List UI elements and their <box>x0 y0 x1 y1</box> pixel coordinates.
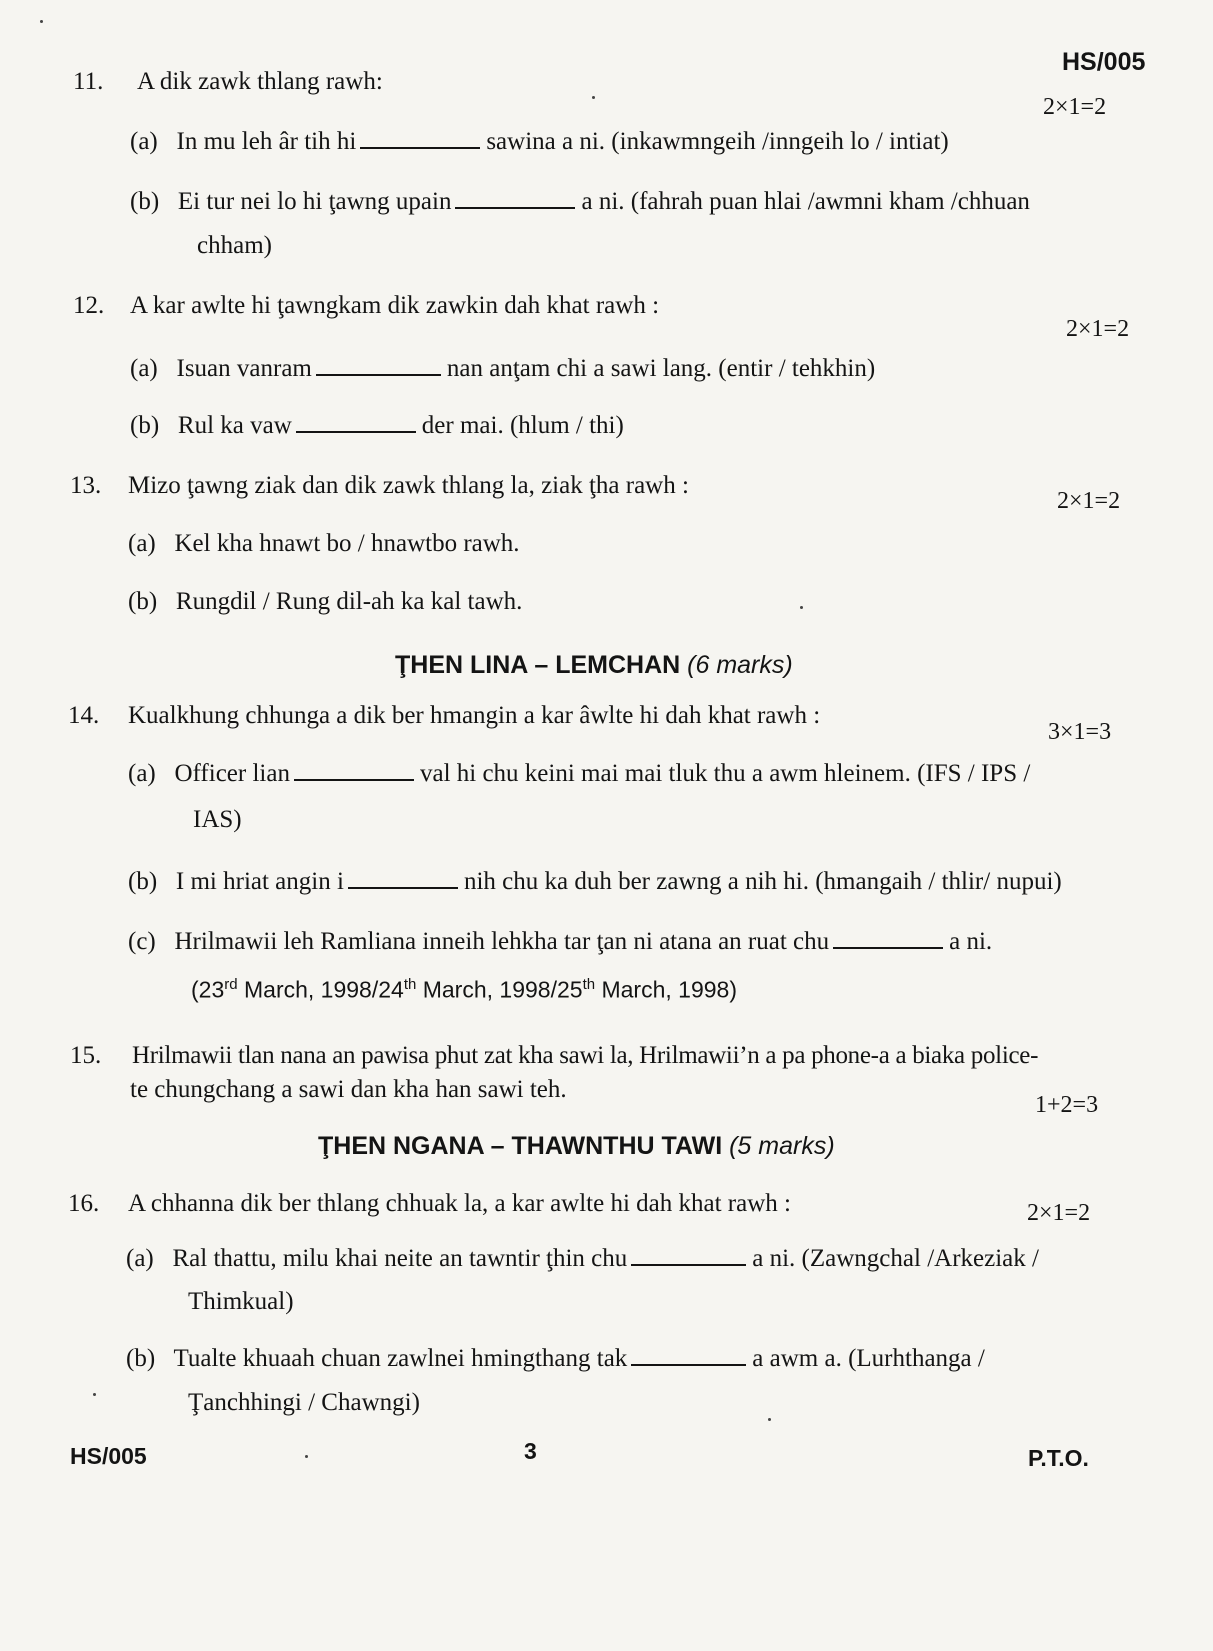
marks-allocation: 2×1=2 <box>1043 94 1107 120</box>
question-number: 16. <box>68 1190 100 1217</box>
option-text-before-blank: Ei tur nei lo hi ţawng upain <box>177 188 452 215</box>
option-a <box>126 1245 1039 1273</box>
option-text-after-blank: a ni. <box>949 928 993 955</box>
option-label: (b) <box>128 868 158 895</box>
paper-code-top: HS/005 <box>1062 48 1146 76</box>
ordinal-suffix: rd <box>224 976 238 993</box>
option-text: Kel kha hnawt bo / hnawtbo rawh. <box>174 530 520 557</box>
option-text-before-blank: I mi hriat angin i <box>175 868 344 895</box>
section-marks: (5 marks) <box>729 1132 835 1160</box>
scan-speck <box>592 96 595 99</box>
ordinal-suffix: th <box>403 976 417 993</box>
section-marks: (6 marks) <box>687 651 793 679</box>
option-continuation: Thimkual) <box>188 1288 294 1315</box>
option-a <box>128 530 520 558</box>
option-c <box>128 928 992 956</box>
fill-blank <box>316 356 441 376</box>
question-text: Hrilmawii tlan nana an pawisa phut zat kha sawi la, Hrilmawii’n a pa phone-a a biaka police- <box>132 1042 1039 1069</box>
question-number: 13. <box>70 472 102 499</box>
fill-blank <box>296 413 416 433</box>
scan-speck <box>40 20 43 23</box>
page-number: 3 <box>524 1438 537 1464</box>
option-text-after-blank: nih chu ka duh ber zawng a nih hi. (hmangaih / thlir/ nupui) <box>463 868 1062 895</box>
option-text-before-blank: Tualte khuaah chuan zawlnei hmingthang tak <box>173 1345 628 1372</box>
option-continuation: chham) <box>197 232 272 259</box>
option-label: (b) <box>130 412 160 439</box>
fill-blank <box>631 1346 746 1366</box>
option-text-before-blank: Officer lian <box>174 760 290 787</box>
section-title: ŢHEN LINA – LEMCHAN <box>395 651 681 679</box>
option-text-before-blank: In mu leh âr tih hi <box>176 128 357 155</box>
marks-allocation: 2×1=2 <box>1066 316 1130 342</box>
option-label: (b) <box>126 1345 156 1372</box>
question-text-continuation: te chungchang a sawi dan kha han sawi teh. <box>130 1076 567 1103</box>
option-label: (a) <box>130 355 158 382</box>
question-text: Kualkhung chhunga a dik ber hmangin a kar âwlte hi dah khat rawh : <box>128 702 821 729</box>
question-number: 12. <box>73 292 105 319</box>
section-title: ŢHEN NGANA – THAWNTHU TAWI <box>318 1132 723 1160</box>
question-number: 14. <box>68 702 100 729</box>
fill-blank <box>631 1246 746 1266</box>
paper-code-footer: HS/005 <box>70 1443 147 1469</box>
option-text-after-blank: der mai. (hlum / thi) <box>421 412 624 439</box>
question-number: 11. <box>73 68 104 95</box>
paren: ( <box>191 976 199 1003</box>
option-continuation: Ţanchhingi / Chawngi) <box>188 1389 420 1416</box>
option-b <box>130 412 624 440</box>
option-text-after-blank: a awm a. (Lurhthanga / <box>752 1345 985 1372</box>
question-text: Mizo ţawng ziak dan dik zawk thlang la, ziak ţha rawh : <box>128 472 689 499</box>
option-continuation: IAS) <box>193 806 242 833</box>
option-a <box>130 355 875 383</box>
option-a <box>128 760 1030 788</box>
option-label: (a) <box>126 1245 154 1272</box>
option-b <box>130 188 1030 216</box>
option-text-before-blank: Rul ka vaw <box>177 412 292 439</box>
scan-speck <box>800 606 803 609</box>
option-text-after-blank: val hi chu keini mai mai tluk thu a awm hleinem. (IFS / IPS / <box>419 760 1031 787</box>
fill-blank <box>348 869 458 889</box>
date-text: March, 1998) <box>595 976 737 1003</box>
ordinal-suffix: th <box>582 976 596 993</box>
option-text-after-blank: a ni. (fahrah puan hlai /awmni kham /chhuan <box>581 188 1030 215</box>
option-label: (b) <box>128 588 158 615</box>
scan-speck <box>768 1418 771 1421</box>
option-b <box>128 588 522 616</box>
option-text: Rungdil / Rung dil-ah ka kal tawh. <box>175 588 523 615</box>
marks-allocation: 2×1=2 <box>1057 488 1121 514</box>
date-text: March, 1998/25 <box>416 976 583 1003</box>
option-text-after-blank: nan anţam chi a sawi lang. (entir / tehkhin) <box>446 355 876 382</box>
option-label: (c) <box>128 928 156 955</box>
fill-blank <box>455 189 575 209</box>
fill-blank <box>294 761 414 781</box>
scan-speck <box>305 1455 308 1458</box>
option-text-after-blank: a ni. (Zawngchal /Arkeziak / <box>752 1245 1039 1272</box>
option-text-before-blank: Ral thattu, milu khai neite an tawntir ţhin chu <box>172 1245 628 1272</box>
pto-label: P.T.O. <box>1028 1445 1089 1471</box>
option-label: (a) <box>128 530 156 557</box>
marks-allocation: 1+2=3 <box>1035 1092 1099 1118</box>
date-day: 23 <box>198 976 225 1003</box>
section-heading <box>395 651 793 680</box>
date-text: March, 1998/24 <box>237 976 404 1003</box>
option-b <box>128 868 1062 896</box>
question-text: A dik zawk thlang rawh: <box>137 68 383 95</box>
question-text: A chhanna dik ber thlang chhuak la, a kar awlte hi dah khat rawh : <box>128 1190 791 1217</box>
option-text-after-blank: sawina a ni. (inkawmngeih /inngeih lo / intiat) <box>486 128 949 155</box>
fill-blank <box>360 129 480 149</box>
marks-allocation: 2×1=2 <box>1027 1200 1091 1226</box>
option-label: (b) <box>130 188 160 215</box>
option-label: (a) <box>128 760 156 787</box>
question-number: 15. <box>70 1042 102 1069</box>
section-heading <box>318 1132 835 1161</box>
option-text-before-blank: Isuan vanram <box>176 355 312 382</box>
question-text: A kar awlte hi ţawngkam dik zawkin dah khat rawh : <box>130 292 660 319</box>
option-choices <box>191 976 737 1004</box>
scan-speck <box>93 1393 96 1396</box>
option-a <box>130 128 949 156</box>
option-text-before-blank: Hrilmawii leh Ramliana inneih lehkha tar ţan ni atana an ruat chu <box>174 928 830 955</box>
fill-blank <box>833 929 943 949</box>
option-label: (a) <box>130 128 158 155</box>
marks-allocation: 3×1=3 <box>1048 719 1112 745</box>
option-b <box>126 1345 985 1373</box>
